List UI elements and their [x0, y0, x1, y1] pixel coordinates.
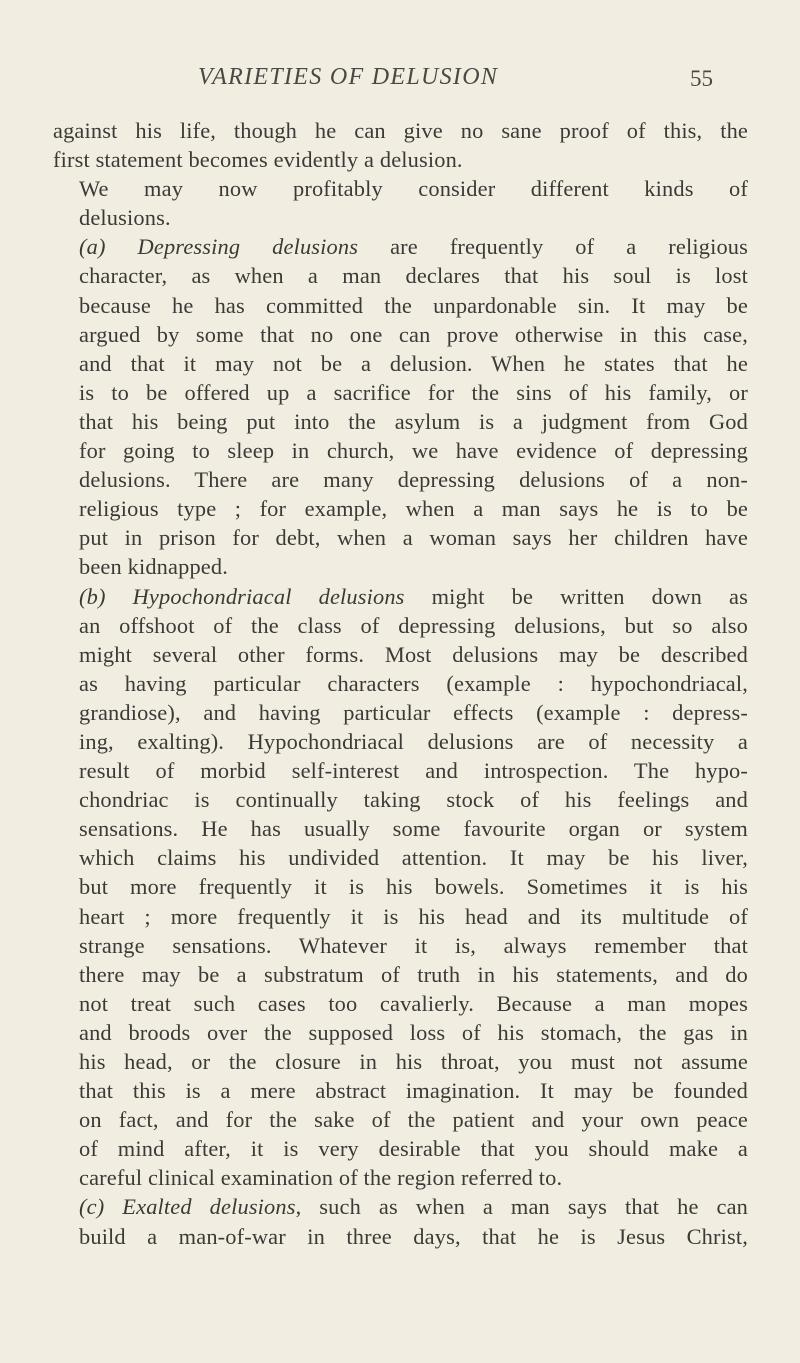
text-line: which claims his undivided attention. It may be his liver, [79, 845, 748, 871]
text-line: his head, or the closure in his throat, you must not assume [79, 1049, 748, 1074]
text-line: and broods over the supposed loss of his stomach, the gas in [79, 1019, 748, 1045]
text-line: argued by some that no one can prove otherwise in this case, [79, 321, 748, 347]
text-line: delusions. [79, 205, 171, 231]
text-line: (a) Depressing delusions are frequently of a religious [79, 234, 748, 260]
section-term: Hypochondriacal delusions [132, 583, 405, 609]
page-body [53, 116, 748, 1251]
text-line: We may now profitably consider different kinds of [79, 176, 748, 202]
text-line: build a man-of-war in three days, that he is Jesus Christ, [79, 1223, 748, 1249]
paragraph-1 [53, 116, 748, 174]
text-line: that his being put into the asylum is a judgment from God [79, 408, 748, 434]
text-line: heart ; more frequently it is his head and its multitude of [79, 903, 748, 929]
text-line: put in prison for debt, when a woman says her children have [79, 525, 748, 551]
text-line: against his life, though he can give no sane proof of this, the [53, 118, 748, 143]
text-line: chondriac is continually taking stock of his feelings and [79, 787, 748, 813]
text-line: been kidnapped. [79, 554, 228, 580]
paragraph-exalted-delusions [53, 1192, 748, 1250]
text-line: on fact, and for the sake of the patient and your own peace [79, 1107, 748, 1133]
text-line: of mind after, it is very desirable that you should make a [79, 1136, 748, 1162]
text-line: because he has committed the unpardonable sin. It may be [79, 292, 748, 318]
running-header: VARIETIES OF DELUSION [198, 64, 499, 90]
text-line: that this is a mere abstract imagination. It may be founded [79, 1078, 748, 1104]
text-line: but more frequently it is his bowels. Sometimes it is his [79, 874, 748, 900]
text-line: is to be offered up a sacrifice for the sins of his family, or [79, 379, 748, 405]
text-line: (c) Exalted delusions, such as when a man says that he can [79, 1194, 749, 1220]
text-line: first statement becomes evidently a delusion. [53, 147, 463, 173]
section-label: (b) [79, 583, 106, 609]
text-line: strange sensations. Whatever it is, always remember that [79, 932, 748, 958]
text-line: there may be a substratum of truth in his statements, and do [79, 961, 748, 987]
text-line: an offshoot of the class of depressing delusions, but so also [79, 612, 748, 638]
section-label: (a) [79, 234, 106, 260]
text-line: delusions. There are many depressing delusions of a non- [79, 467, 748, 493]
text-line: for going to sleep in church, we have evidence of depressing [79, 438, 748, 464]
text-line: result of morbid self-interest and introspection. The hypo- [79, 758, 748, 784]
text-line: religious type ; for example, when a man says he is to be [79, 496, 748, 522]
paragraph-hypochondriacal-delusions [53, 582, 748, 1193]
text-line: and that it may not be a delusion. When he states that he [79, 350, 748, 376]
page-number: 55 [690, 66, 713, 91]
text-line: (b) Hypochondriacal delusions might be written down as [79, 583, 748, 609]
text-line: not treat such cases too cavalierly. Because a man mopes [79, 990, 748, 1016]
text-line: careful clinical examination of the region referred to. [79, 1165, 563, 1191]
section-term: Depressing delusions [137, 234, 359, 260]
text-line: grandiose), and having particular effects (example : depress- [79, 699, 748, 725]
section-label: (c) [79, 1194, 105, 1220]
text-line: as having particular characters (example : hypochondriacal, [79, 670, 748, 696]
text-line: might several other forms. Most delusions may be described [79, 641, 748, 667]
text-line: character, as when a man declares that his soul is lost [79, 263, 748, 289]
paragraph-depressing-delusions [53, 232, 748, 581]
text-line: ing, exalting). Hypochondriacal delusions are of necessity a [79, 728, 748, 754]
section-term: Exalted delusions [122, 1194, 296, 1220]
paragraph-2 [53, 174, 748, 232]
text-line: sensations. He has usually some favourite organ or system [79, 816, 748, 842]
